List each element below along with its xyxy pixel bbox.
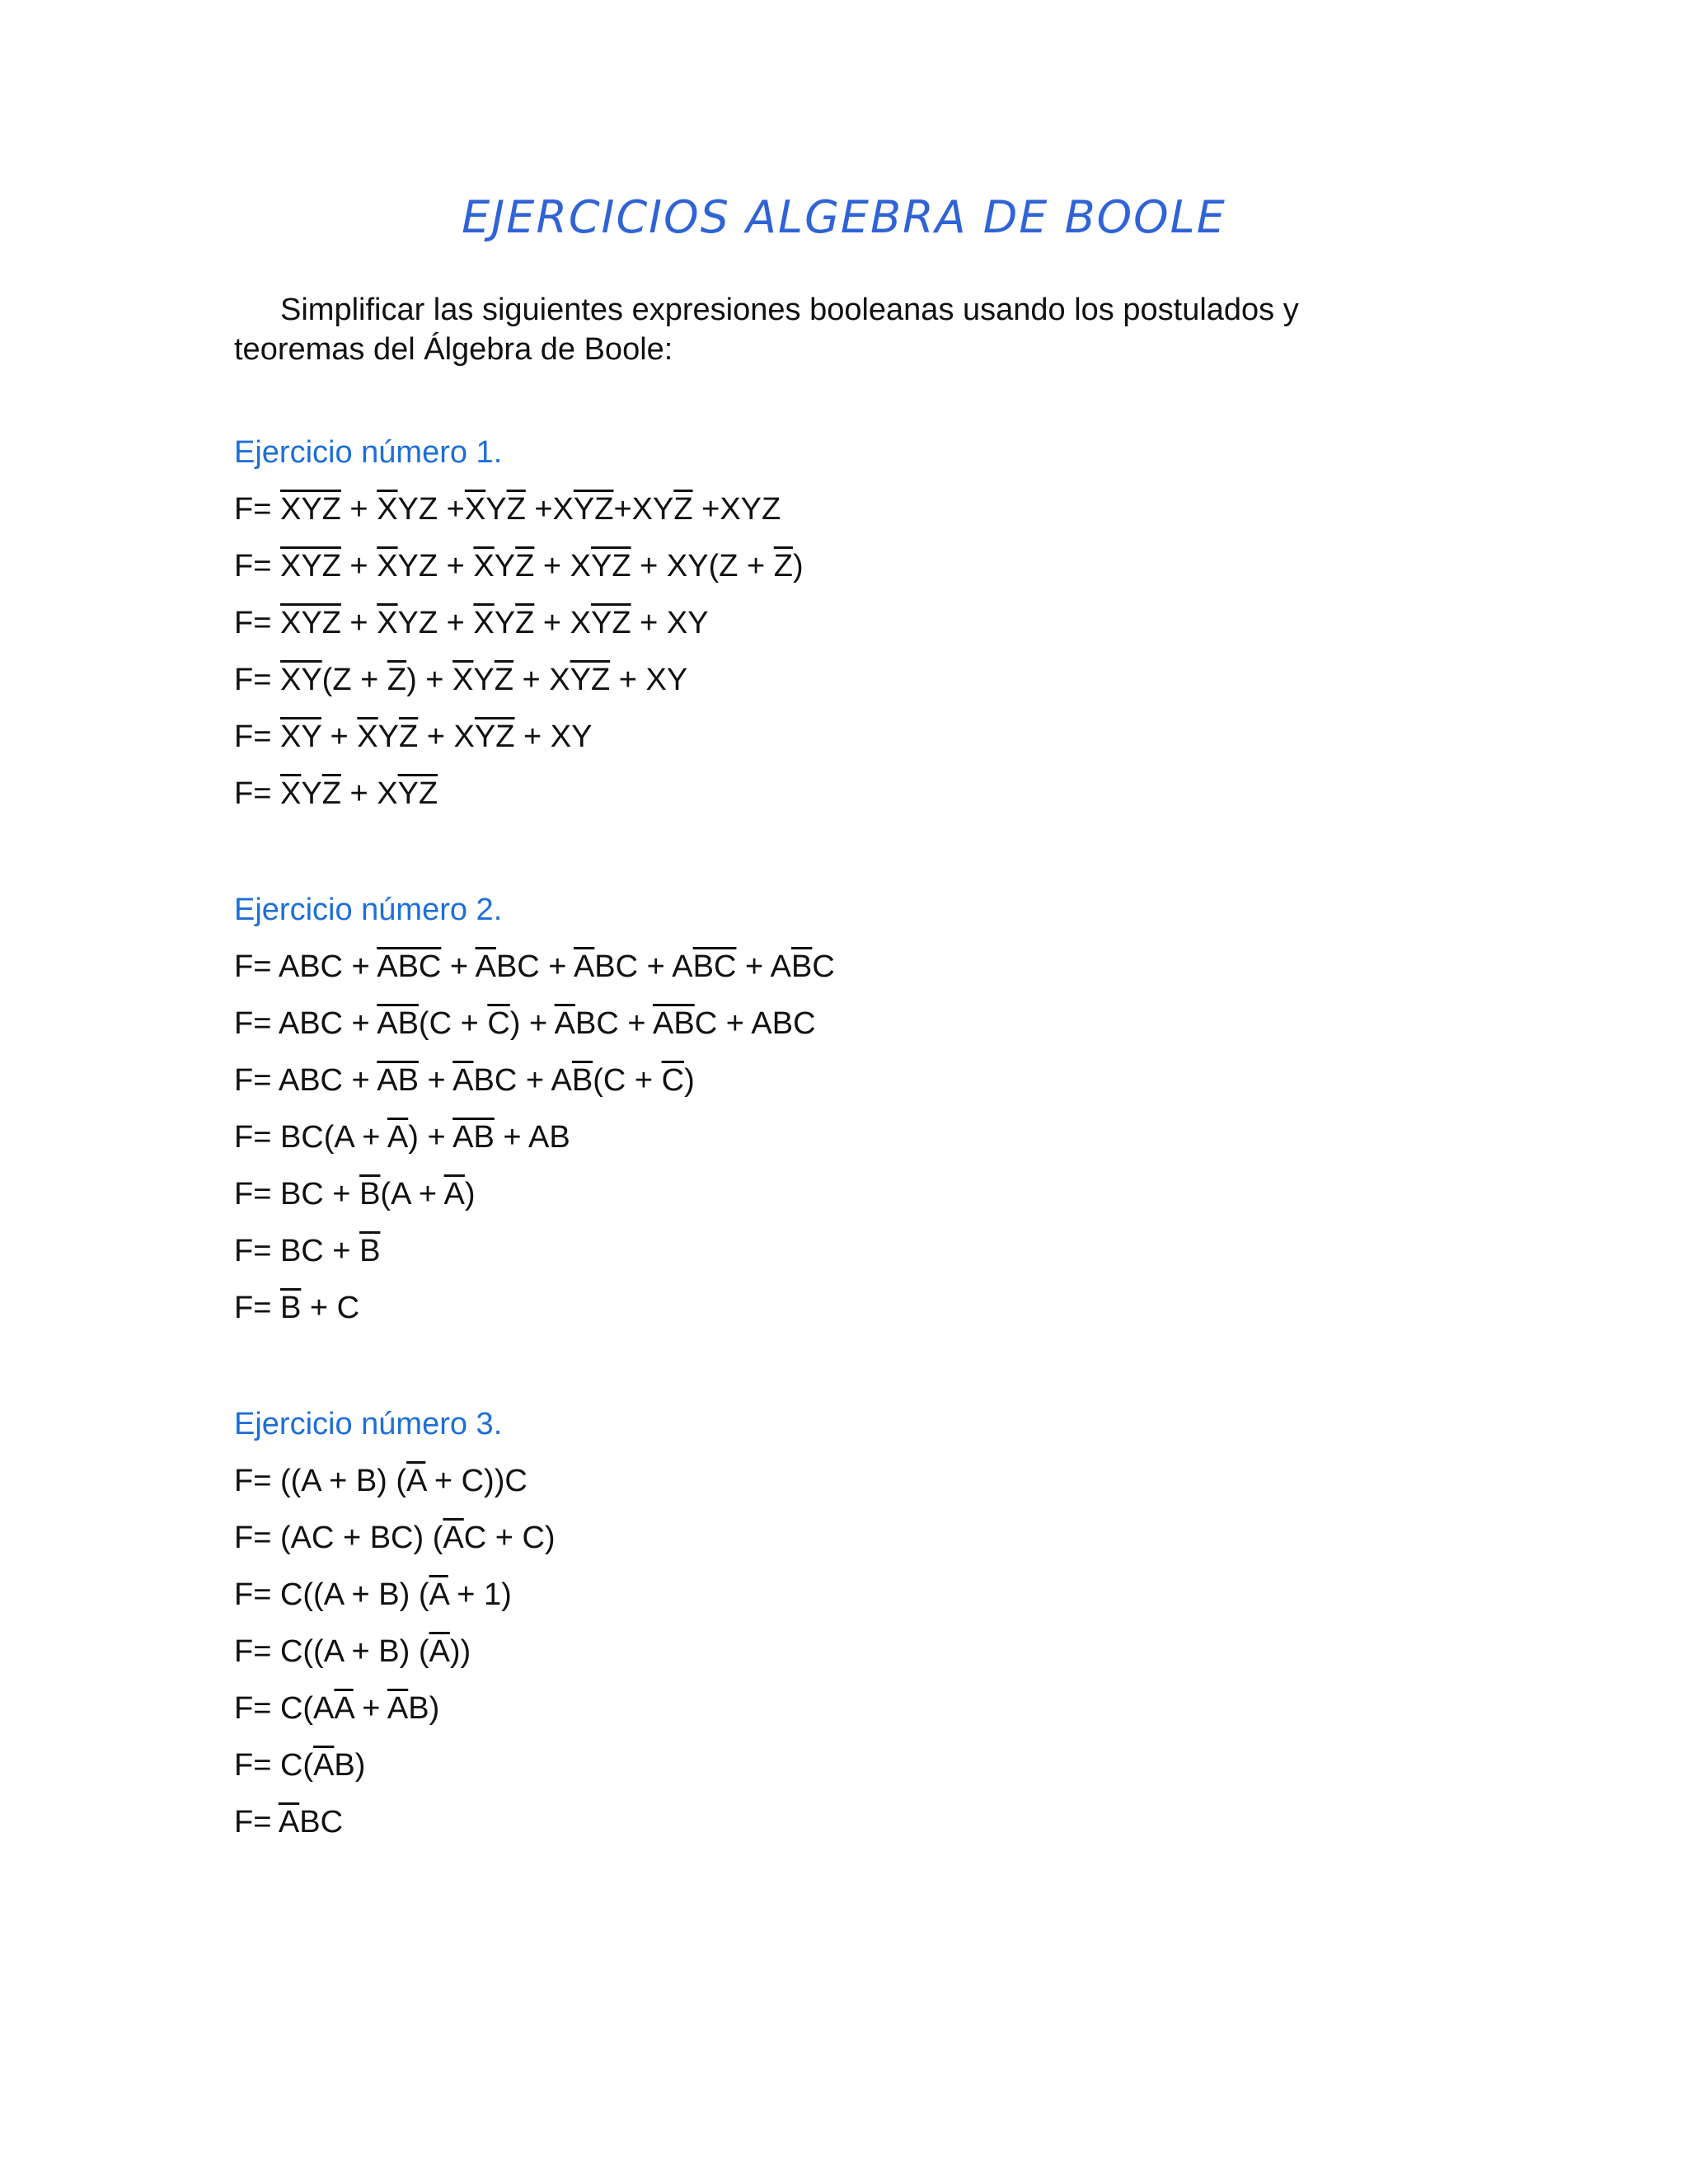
expression-text: +	[340, 492, 377, 527]
negated-term: $\overline{X}$	[452, 663, 474, 697]
negated-term: $\overline{A}$	[387, 1120, 409, 1155]
expression-text: F= ABC +	[234, 949, 377, 984]
expression-text: F= C(	[234, 1748, 314, 1783]
expression-text: YZ +	[397, 492, 465, 527]
negated-term: $\overline{X}$	[357, 719, 378, 754]
negated-term: $\overline{X}$	[279, 776, 302, 811]
negated-term: $\overline{YZ}$	[573, 492, 614, 527]
expression-text: F= ABC +	[234, 1006, 377, 1041]
expression-text: Y	[377, 719, 400, 754]
negated-term: $\overline{YZ}$	[570, 663, 611, 697]
expression-text: C + ABC	[694, 1006, 816, 1041]
expression-text: BC +	[495, 949, 574, 984]
expression-text: + XY	[610, 663, 688, 697]
expression-text: (A +	[380, 1177, 444, 1212]
negated-term: $\overline{C}$	[661, 1063, 685, 1098]
expression-text: F= (AC + BC) (	[234, 1521, 443, 1555]
negated-term: $\overline{Z}$	[321, 776, 341, 811]
negated-term: $\overline{B}$	[359, 1177, 381, 1212]
negated-term: $\overline{A}$	[475, 949, 496, 984]
negated-term: $\overline{A}$	[334, 1691, 354, 1726]
negated-term: $\overline{YZ}$	[591, 549, 631, 583]
expression-text: F= ((A + B) (	[234, 1464, 407, 1498]
expression-text: (Z +	[321, 663, 387, 697]
exercise-2-line-3	[234, 1063, 695, 1099]
expression-text: F=	[234, 776, 280, 811]
negated-term: $\overline{ABC}$	[377, 949, 442, 984]
expression-text: BC +	[575, 1006, 654, 1041]
expression-text: ))	[449, 1634, 471, 1669]
exercise-3-heading: Ejercicio número 3.	[234, 1407, 503, 1441]
expression-text: BC + A	[594, 949, 693, 984]
exercise-3-line-7	[234, 1805, 343, 1840]
expression-text: + A	[736, 949, 791, 984]
expression-text: + X	[534, 549, 592, 583]
exercise-3-line-1	[234, 1464, 528, 1499]
expression-text: ) +	[406, 663, 453, 697]
expression-text: + X	[340, 776, 398, 811]
expression-text: BC	[299, 1805, 344, 1840]
exercise-2-line-6	[234, 1234, 380, 1269]
expression-text: F= BC(A +	[234, 1120, 387, 1155]
expression-text: + C	[301, 1291, 360, 1325]
negated-term: $\overline{XYZ}$	[279, 549, 341, 583]
exercise-2-line-1	[234, 949, 835, 985]
exercise-1-line-5	[234, 719, 592, 755]
negated-term: $\overline{A}$	[429, 1634, 450, 1669]
intro-line-2: teoremas del Álgebra de Boole:	[234, 332, 673, 367]
expression-text: ) +	[509, 1006, 555, 1041]
exercise-2-line-7	[234, 1291, 359, 1326]
expression-text: F= C((A + B) (	[234, 1634, 429, 1669]
exercise-1-line-1	[234, 492, 781, 527]
exercise-1-line-3	[234, 606, 709, 641]
expression-text: + X	[418, 719, 475, 754]
expression-text: F= C((A + B) (	[234, 1577, 429, 1612]
expression-text: +	[340, 549, 377, 583]
exercise-2-line-4	[234, 1120, 570, 1155]
negated-term: $\overline{Z}$	[494, 663, 513, 697]
negated-term: $\overline{Z}$	[399, 719, 419, 754]
expression-text: F=	[234, 492, 280, 527]
negated-term: $\overline{YZ}$	[591, 606, 631, 640]
expression-text: +	[321, 719, 358, 754]
negated-term: $\overline{AB}$	[377, 1006, 419, 1041]
expression-text: + C))C	[425, 1464, 528, 1498]
negated-term: $\overline{XYZ}$	[279, 606, 341, 640]
intro-paragraph	[234, 290, 1454, 369]
negated-term: $\overline{B}$	[279, 1291, 302, 1325]
exercise-2-line-2	[234, 1006, 816, 1042]
exercise-3-line-5	[234, 1691, 439, 1727]
exercise-1-line-2	[234, 549, 804, 584]
negated-term: $\overline{X}$	[473, 606, 495, 640]
expression-text: F=	[234, 606, 280, 640]
expression-text: Y	[494, 606, 516, 640]
expression-text: +XY	[613, 492, 674, 527]
expression-text: ) +	[408, 1120, 453, 1155]
expression-text: +	[353, 1691, 387, 1726]
negated-term: $\overline{A}$	[278, 1805, 300, 1840]
expression-text: F=	[234, 663, 280, 697]
expression-text: +	[340, 606, 377, 640]
expression-text: Y	[473, 663, 495, 697]
expression-text: F=	[234, 719, 280, 754]
negated-term: $\overline{A}$	[573, 949, 595, 984]
negated-term: $\overline{A}$	[429, 1577, 448, 1612]
expression-text: + X	[534, 606, 592, 640]
expression-text: Y	[485, 492, 507, 527]
expression-text: BC + A	[473, 1063, 572, 1098]
expression-text: F= ABC +	[234, 1063, 377, 1098]
negated-term: $\overline{X}$	[473, 549, 495, 583]
negated-term: $\overline{AB}$	[377, 1063, 419, 1098]
expression-text: F=	[234, 1805, 279, 1840]
expression-text: F= BC +	[234, 1234, 360, 1268]
expression-text: YZ +	[397, 549, 474, 583]
negated-term: $\overline{Z}$	[515, 606, 535, 640]
exercise-1-heading: Ejercicio número 1.	[234, 435, 503, 470]
exercise-3-line-6	[234, 1748, 365, 1783]
expression-text: Y	[494, 549, 516, 583]
negated-term: $\overline{Z}$	[506, 492, 526, 527]
negated-term: $\overline{A}$	[443, 1177, 465, 1212]
negated-term: $\overline{A}$	[554, 1006, 576, 1041]
negated-term: $\overline{AB}$	[452, 1120, 495, 1155]
expression-text: + XY	[631, 606, 709, 640]
negated-term: $\overline{B}$	[791, 949, 813, 984]
negated-term: $\overline{XY}$	[279, 719, 321, 754]
document-title: EJERCICIOS ALGEBRA DE BOOLE	[462, 191, 1226, 243]
negated-term: $\overline{C}$	[487, 1006, 510, 1041]
negated-term: $\overline{YZ}$	[474, 719, 515, 754]
expression-text: Y	[301, 776, 322, 811]
negated-term: $\overline{X}$	[464, 492, 486, 527]
negated-term: $\overline{AB}$	[653, 1006, 695, 1041]
negated-term: $\overline{Z}$	[515, 549, 535, 583]
expression-text: + 1)	[448, 1577, 512, 1612]
negated-term: $\overline{Z}$	[673, 492, 693, 527]
expression-text: C	[812, 949, 835, 984]
expression-text: C + C)	[463, 1521, 556, 1555]
expression-text: F=	[234, 549, 280, 583]
negated-term: $\overline{X}$	[377, 492, 398, 527]
negated-term: $\overline{A}$	[406, 1464, 426, 1498]
expression-text: + X	[513, 663, 570, 697]
exercise-1-line-6	[234, 776, 438, 812]
negated-term: $\overline{XY}$	[279, 663, 322, 697]
expression-text: YZ +	[397, 606, 474, 640]
exercise-3-line-3	[234, 1577, 512, 1613]
negated-term: $\overline{A}$	[387, 1691, 409, 1726]
negated-term: $\overline{YZ}$	[397, 776, 438, 811]
expression-text: +	[441, 949, 476, 984]
intro-line-1: Simplificar las siguientes expresiones booleanas usando los postulados y	[280, 293, 1299, 327]
negated-term: $\overline{XYZ}$	[279, 492, 341, 527]
negated-term: $\overline{A}$	[313, 1748, 335, 1783]
expression-text: (C +	[593, 1063, 662, 1098]
expression-text: F=	[234, 1291, 280, 1325]
expression-text: F= C(A	[234, 1691, 335, 1726]
exercise-3-line-2	[234, 1521, 556, 1556]
exercise-3-line-4	[234, 1634, 471, 1670]
negated-term: $\overline{A}$	[452, 1063, 474, 1098]
negated-term: $\overline{Z}$	[773, 549, 793, 583]
expression-text: )	[792, 549, 804, 583]
exercise-1-line-4	[234, 663, 687, 698]
negated-term: $\overline{X}$	[377, 606, 398, 640]
expression-text: B)	[408, 1691, 440, 1726]
expression-text: + XY(Z +	[631, 549, 774, 583]
negated-term: $\overline{B}$	[571, 1063, 593, 1098]
expression-text: + XY	[514, 719, 593, 754]
exercise-2-heading: Ejercicio número 2.	[234, 893, 503, 927]
expression-text: +XYZ	[692, 492, 781, 527]
negated-term: $\overline{Z}$	[387, 663, 407, 697]
negated-term: $\overline{BC}$	[692, 949, 737, 984]
negated-term: $\overline{X}$	[377, 549, 398, 583]
expression-text: +	[418, 1063, 453, 1098]
exercise-2-line-5	[234, 1177, 476, 1212]
expression-text: )	[684, 1063, 695, 1098]
expression-text: B)	[334, 1748, 366, 1783]
negated-term: $\overline{B}$	[359, 1234, 381, 1268]
negated-term: $\overline{A}$	[443, 1521, 464, 1555]
expression-text: +X	[525, 492, 574, 527]
expression-text: + AB	[494, 1120, 570, 1155]
expression-text: )	[464, 1177, 476, 1212]
expression-text: F= BC +	[234, 1177, 360, 1212]
expression-text: (C +	[418, 1006, 488, 1041]
